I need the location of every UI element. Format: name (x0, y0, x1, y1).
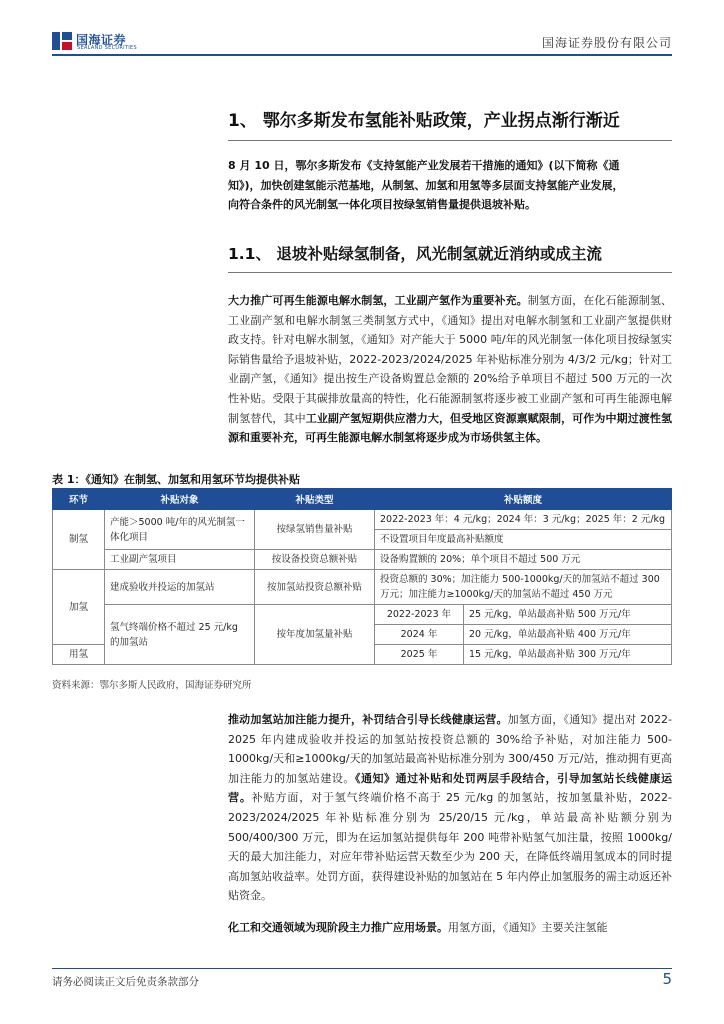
table-cell: 按设备投资总额补贴 (255, 550, 375, 570)
footer-divider (52, 968, 672, 969)
subsidy-table (52, 488, 672, 665)
page-header (0, 0, 724, 56)
section-1-title: 1、 鄂尔多斯发布氢能补贴政策，产业拐点渐行渐近 (228, 111, 620, 131)
group-cell-make: 制氢 (53, 510, 105, 570)
add-section-lead: 推动加氢站加注能力提升，补罚结合引导长线健康运营。 (228, 713, 508, 726)
table-header-cell: 补贴类型 (255, 489, 375, 510)
section-1-line-2: 知》)，加快创建氢能示范基地，从制氢、加氢和用氢等多层面支持氢能产业发展， (228, 178, 624, 192)
logo-cn-text: 国海证券 (76, 33, 127, 47)
add-section-paragraph (228, 710, 672, 906)
use-section-lead: 化工和交通领域为现阶段主力推广应用场景。 (228, 921, 448, 934)
table-cell: 投资总额的 30%；加注能力 500-1000kg/天的加氢站不超过 300 万元；加注能力≥1000kg/天的加氢站不超过 450 万元 (375, 570, 672, 605)
add-section-body-2: 补贴方面，对于氢气终端价格不高于 25 元/kg 的加氢站，按加氢量补贴，2022-2023/2024/2025 年补贴标准分别为 25/20/15 元/kg，单站最高补贴额分别为 500/400/300 万元，即为在运加氢站提供每年 200 吨带补贴氢气加注量，按照 1000kg/天的最大加注能力，对应年带补贴运营天数至少为 200 天，在降低终端用氢成本的同时提高加氢站收益率。处罚方面，获得建设补贴的加氢站在 5 年内停止加氢服务的需主动返还补贴资金。 (228, 791, 672, 903)
add-section-body-1: 加氢方面，《通知》提出对 2022-2025 年内建成验收并投运的加氢站按投资总额的 30%给予补贴，对加注能力 500-1000kg/天和≥1000kg/天的加氢站最高补贴标准分别为 300/450 万元/站，推动拥有更高加注能力的加氢站建设。 (228, 713, 672, 785)
section-1-1-body: 制氢方面，在化石能源制氢、工业副产氢和电解水制氢三类制氢方式中，《通知》提出对电解水制氢和工业副产氢提供财政支持。针对电解水制氢，《通知》对产能大于 5000 吨/年的风光制氢一体化项目按绿氢实际销售量给予退坡补贴，2022-2023/2024/2025 年补贴标准分别为 4/3/2 元/kg；针对工业副产氢，《通知》提出按生产设备购置总金额的 20%给予单项目不超过 500 万元的一次性补贴。受限于其碳排放量高的特性，化石能源制氢将逐步被工业副产氢和可再生能源电解制氢替代，其中 (228, 294, 673, 425)
table-cell: 20 元/kg，单站最高补贴 400 万元/年 (464, 625, 672, 645)
table-cell: 按绿氢销售量补贴 (255, 510, 375, 550)
table-source: 资料来源：鄂尔多斯人民政府，国海证券研究所 (52, 680, 252, 691)
table-cell: 按加氢站投资总额补贴 (255, 570, 375, 605)
section-1-line-3: 向符合条件的风光制氢一体化项目按绿氢销售量提供退坡补贴。 (228, 198, 536, 212)
footer-disclaimer: 请务必阅读正文后免责条款部分 (52, 976, 199, 988)
table-cell: 工业副产氢项目 (105, 550, 255, 570)
table-title: 表 1：《通知》在制氢、加氢和用氢环节均提供补贴 (52, 473, 300, 486)
section-1-divider (228, 140, 672, 141)
use-section-body: 用氢方面，《通知》主要关注氢能 (448, 921, 608, 934)
table-cell: 2024 年 (375, 625, 464, 645)
table-header-cell: 补贴额度 (375, 489, 672, 510)
section-1-line-1: 8 月 10 日，鄂尔多斯发布《支持氢能产业发展若干措施的通知》(以下简称《通 (228, 159, 620, 172)
table-header-cell: 环节 (53, 489, 105, 510)
table-cell: 不设置项目年度最高补贴额度 (375, 530, 672, 550)
company-name: 国海证券股份有限公司 (541, 36, 672, 50)
table-cell: 2022-2023 年：4 元/kg；2024 年：3 元/kg；2025 年：2 元/kg (375, 510, 672, 530)
group-cell-use: 用氢 (53, 645, 105, 665)
table-cell: 氢气终端价格不超过 25 元/kg 的加氢站 (105, 605, 255, 665)
section-1-1-lead: 大力推广可再生能源电解水制氢，工业副产氢作为重要补充。 (228, 294, 528, 307)
table-cell: 按年度加氢量补贴 (255, 605, 375, 665)
group-cell-add: 加氢 (53, 570, 105, 645)
table-row (53, 605, 672, 625)
table-cell: 2022-2023 年 (375, 605, 464, 625)
logo-en-text: SEALAND SECURITIES (77, 45, 137, 51)
table-cell: 设备购置额的 20%；单个项目不超过 500 万元 (375, 550, 672, 570)
section-1-paragraph (228, 156, 672, 215)
table-row (53, 510, 672, 530)
table-row (53, 550, 672, 570)
section-1-1-title: 1.1、 退坡补贴绿氢制备，风光制氢就近消纳或成主流 (228, 245, 602, 263)
section-1-1-conclusion: 工业副产氢短期供应潜力大，但受地区资源禀赋限制，可作为中期过渡性氢源和重要补充，可再生能源电解水制氢将逐步成为市场供氢主体。 (228, 411, 672, 445)
add-section-mid: 《通知》通过补贴和处罚两层手段结合，引导加氢站长线健康运营。 (228, 771, 673, 805)
table-cell: 建成验收并投运的加氢站 (105, 570, 255, 605)
table-cell: 25 元/kg，单站最高补贴 500 万元/年 (464, 605, 672, 625)
table-header-row (53, 489, 672, 510)
table-header-cell: 补贴对象 (105, 489, 255, 510)
table-cell: 2025 年 (375, 645, 464, 665)
section-1-1-paragraph (228, 291, 672, 448)
sealand-logo-icon (52, 32, 72, 50)
header-divider (52, 54, 672, 56)
table-row (53, 570, 672, 605)
use-section-paragraph (228, 918, 672, 938)
section-1-1-divider (228, 272, 672, 273)
table-cell: 15 元/kg，单站最高补贴 300 万元/年 (464, 645, 672, 665)
page-number: 5 (662, 970, 672, 988)
table-cell: 产能＞5000 吨/年的风光制氢一体化项目 (105, 510, 255, 550)
